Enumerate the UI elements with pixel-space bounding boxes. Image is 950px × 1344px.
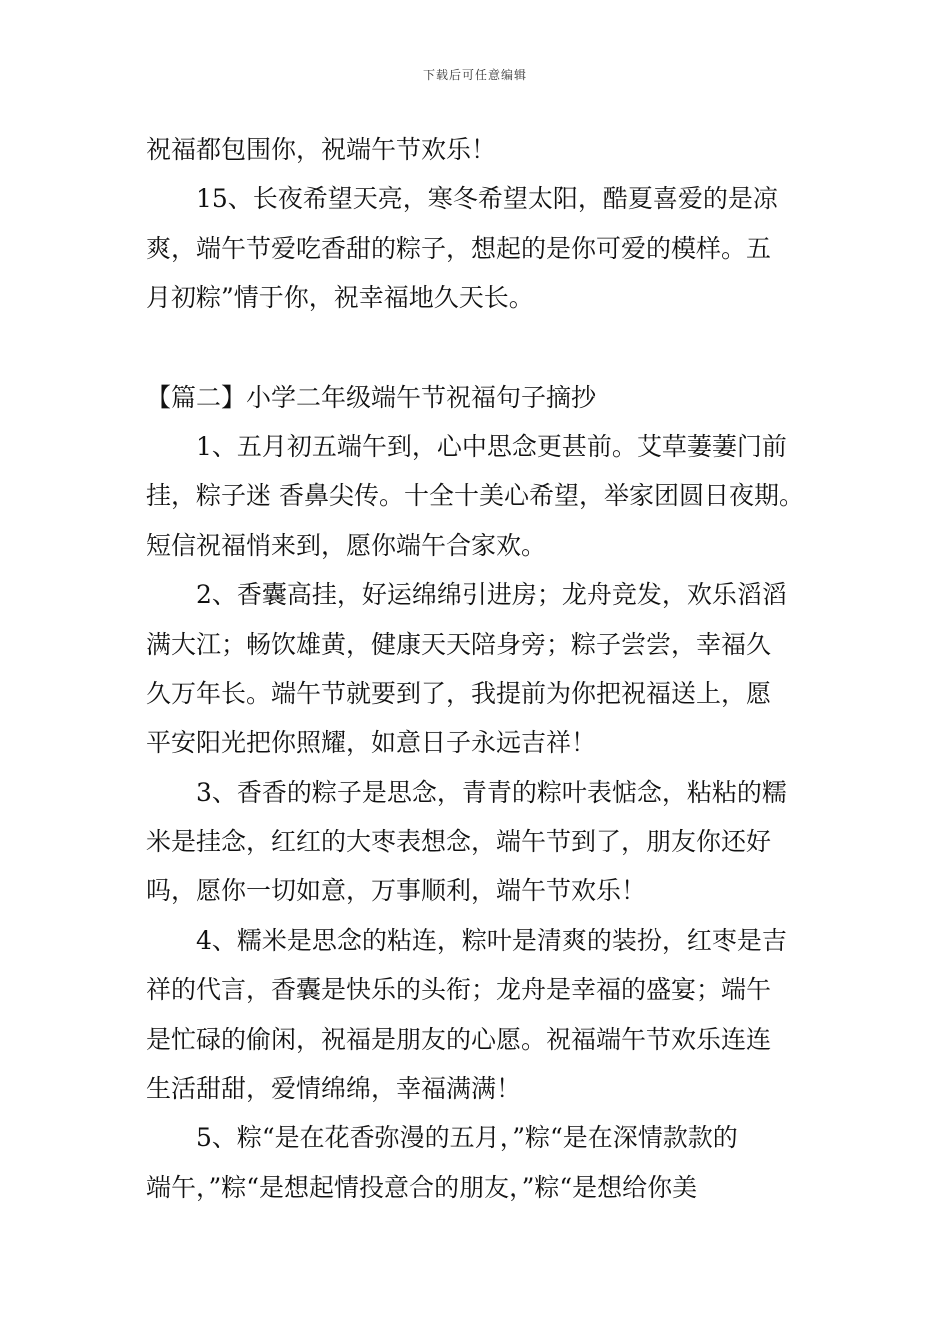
paragraph-line: 吗，愿你一切如意，万事顺利，端午节欢乐！ xyxy=(146,876,647,906)
paragraph-line: 月初粽”情于你，祝幸福地久天长。 xyxy=(146,283,534,313)
paragraph-line: 4、糯米是思念的粘连，粽叶是清爽的装扮，红枣是吉 xyxy=(196,925,787,955)
page-header-note: 下载后可任意编辑 xyxy=(422,68,527,82)
section-heading: 【篇二】小学二年级端午节祝福句子摘抄 xyxy=(146,382,597,412)
paragraph-line: 祝福都包围你，祝端午节欢乐！ xyxy=(146,135,497,164)
paragraph-line: 平安阳光把你照耀，如意日子永远吉祥！ xyxy=(146,728,597,758)
paragraph-line: 祥的代言，香囊是快乐的头衔；龙舟是幸福的盛宴；端午 xyxy=(146,975,772,1005)
section-gap xyxy=(146,323,811,373)
paragraph-line: 生活甜甜，爱情绵绵，幸福满满！ xyxy=(146,1074,522,1104)
paragraph-line: 短信祝福悄来到，愿你端午合家欢。 xyxy=(146,530,547,560)
paragraph-line: 端午，”粽“是想起情投意合的朋友，”粽“是想给你美 xyxy=(146,1172,698,1202)
paragraph-line: 1、五月初五端午到，心中思念更甚前。艾草萋萋门前 xyxy=(196,431,787,461)
paragraph-line: 爽，端午节爱吃香甜的粽子，想起的是你可爱的模样。五 xyxy=(146,233,772,263)
paragraph-line: 挂，粽子迷 香鼻尖传。十全十美心希望，举家团圆日夜期。 xyxy=(146,481,804,511)
paragraph-line: 3、香香的粽子是思念，青青的粽叶表惦念，粘粘的糯 xyxy=(196,777,787,807)
paragraph-line: 15、长夜希望天亮，寒冬希望太阳，酷夏喜爱的是凉 xyxy=(196,184,778,214)
paragraph-line: 米是挂念，红红的大枣表想念，端午节到了，朋友你还好 xyxy=(146,827,772,857)
paragraph-line: 2、香囊高挂，好运绵绵引进房；龙舟竞发，欢乐滔滔 xyxy=(196,580,787,610)
document-body xyxy=(146,125,811,1212)
paragraph-line: 满大江；畅饮雄黄，健康天天陪身旁；粽子尝尝，幸福久 xyxy=(146,629,772,659)
paragraph-line: 久万年长。端午节就要到了，我提前为你把祝福送上，愿 xyxy=(146,678,772,708)
paragraph-line: 5、粽“是在花香弥漫的五月，”粽“是在深情款款的 xyxy=(196,1123,738,1153)
paragraph-line: 是忙碌的偷闲，祝福是朋友的心愿。祝福端午节欢乐连连 xyxy=(146,1024,772,1054)
